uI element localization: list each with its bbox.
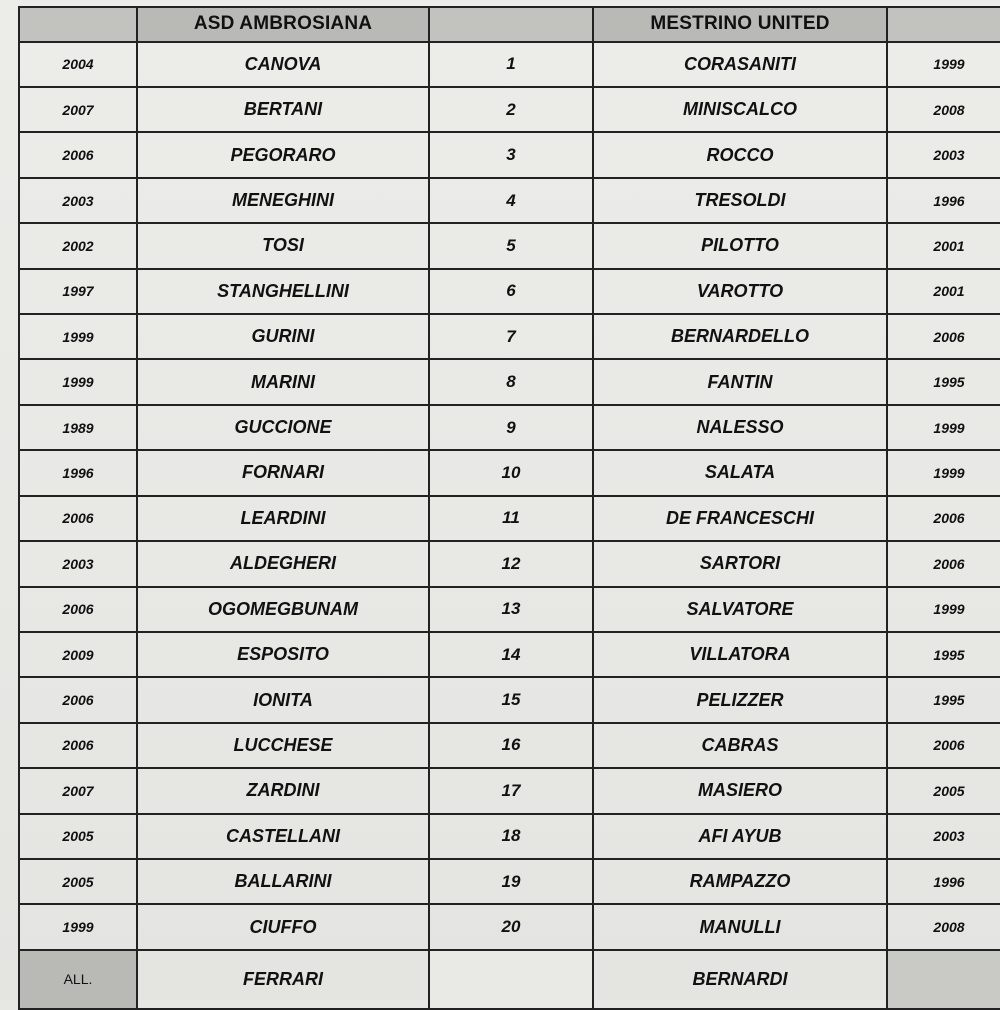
player-row <box>19 677 1000 722</box>
home-birth-year: 2006 <box>19 587 137 632</box>
player-row <box>19 178 1000 223</box>
home-player-name: MENEGHINI <box>137 178 429 223</box>
player-row <box>19 132 1000 177</box>
shirt-number: 11 <box>429 496 593 541</box>
home-player-name: LEARDINI <box>137 496 429 541</box>
header-year-blank <box>19 7 137 42</box>
home-birth-year: 2004 <box>19 42 137 87</box>
home-birth-year: 1996 <box>19 450 137 495</box>
away-player-name: FANTIN <box>593 359 887 404</box>
home-player-name: PEGORARO <box>137 132 429 177</box>
home-player-name: FORNARI <box>137 450 429 495</box>
shirt-number: 2 <box>429 87 593 132</box>
shirt-number: 20 <box>429 904 593 949</box>
away-coach-name: BERNARDI <box>593 950 887 1009</box>
away-birth-year: 1999 <box>887 42 1000 87</box>
away-birth-year: 2006 <box>887 496 1000 541</box>
away-player-name: VILLATORA <box>593 632 887 677</box>
shirt-number: 10 <box>429 450 593 495</box>
player-row <box>19 859 1000 904</box>
coach-number-blank <box>429 950 593 1009</box>
away-player-name: MANULLI <box>593 904 887 949</box>
header-year-blank-right <box>887 7 1000 42</box>
shirt-number: 5 <box>429 223 593 268</box>
away-player-name: RAMPAZZO <box>593 859 887 904</box>
away-birth-year: 2003 <box>887 132 1000 177</box>
away-birth-year: 1995 <box>887 632 1000 677</box>
home-birth-year: 2006 <box>19 677 137 722</box>
home-birth-year: 2006 <box>19 132 137 177</box>
player-row <box>19 87 1000 132</box>
away-birth-year: 2006 <box>887 314 1000 359</box>
away-birth-year: 1999 <box>887 405 1000 450</box>
away-player-name: CORASANITI <box>593 42 887 87</box>
away-player-name: SARTORI <box>593 541 887 586</box>
home-birth-year: 2005 <box>19 859 137 904</box>
shirt-number: 7 <box>429 314 593 359</box>
away-birth-year: 1996 <box>887 178 1000 223</box>
home-birth-year: 1997 <box>19 269 137 314</box>
away-player-name: PELIZZER <box>593 677 887 722</box>
coach-row <box>19 950 1000 1009</box>
away-player-name: NALESSO <box>593 405 887 450</box>
home-birth-year: 2007 <box>19 768 137 813</box>
home-player-name: CASTELLANI <box>137 814 429 859</box>
away-birth-year: 2001 <box>887 269 1000 314</box>
away-player-name: BERNARDELLO <box>593 314 887 359</box>
home-player-name: BERTANI <box>137 87 429 132</box>
away-birth-year: 2001 <box>887 223 1000 268</box>
home-birth-year: 1999 <box>19 904 137 949</box>
shirt-number: 1 <box>429 42 593 87</box>
player-row <box>19 42 1000 87</box>
header-row <box>19 7 1000 42</box>
home-birth-year: 2006 <box>19 496 137 541</box>
home-birth-year: 2003 <box>19 178 137 223</box>
player-row <box>19 904 1000 949</box>
shirt-number: 9 <box>429 405 593 450</box>
home-player-name: MARINI <box>137 359 429 404</box>
home-player-name: LUCCHESE <box>137 723 429 768</box>
player-row <box>19 632 1000 677</box>
away-player-name: MINISCALCO <box>593 87 887 132</box>
home-birth-year: 1999 <box>19 314 137 359</box>
away-birth-year: 2003 <box>887 814 1000 859</box>
home-coach-name: FERRARI <box>137 950 429 1009</box>
shirt-number: 18 <box>429 814 593 859</box>
away-player-name: AFI AYUB <box>593 814 887 859</box>
lineup-table <box>18 6 1000 1010</box>
home-player-name: ALDEGHERI <box>137 541 429 586</box>
away-player-name: ROCCO <box>593 132 887 177</box>
home-birth-year: 2006 <box>19 723 137 768</box>
player-row <box>19 359 1000 404</box>
away-birth-year: 2008 <box>887 904 1000 949</box>
home-player-name: BALLARINI <box>137 859 429 904</box>
shirt-number: 16 <box>429 723 593 768</box>
away-player-name: TRESOLDI <box>593 178 887 223</box>
player-row <box>19 768 1000 813</box>
player-row <box>19 269 1000 314</box>
away-player-name: MASIERO <box>593 768 887 813</box>
player-row <box>19 223 1000 268</box>
home-birth-year: 2005 <box>19 814 137 859</box>
away-birth-year: 2006 <box>887 723 1000 768</box>
away-birth-year: 1995 <box>887 677 1000 722</box>
away-birth-year: 1999 <box>887 587 1000 632</box>
home-player-name: GUCCIONE <box>137 405 429 450</box>
home-player-name: ESPOSITO <box>137 632 429 677</box>
shirt-number: 12 <box>429 541 593 586</box>
away-birth-year: 1995 <box>887 359 1000 404</box>
away-player-name: PILOTTO <box>593 223 887 268</box>
away-birth-year: 2005 <box>887 768 1000 813</box>
away-player-name: DE FRANCESCHI <box>593 496 887 541</box>
player-row <box>19 587 1000 632</box>
player-row <box>19 541 1000 586</box>
away-birth-year: 1999 <box>887 450 1000 495</box>
player-row <box>19 314 1000 359</box>
shirt-number: 4 <box>429 178 593 223</box>
player-row <box>19 814 1000 859</box>
away-player-name: VAROTTO <box>593 269 887 314</box>
shirt-number: 15 <box>429 677 593 722</box>
home-birth-year: 2002 <box>19 223 137 268</box>
home-player-name: CANOVA <box>137 42 429 87</box>
shirt-number: 17 <box>429 768 593 813</box>
home-birth-year: 1999 <box>19 359 137 404</box>
away-birth-year: 2006 <box>887 541 1000 586</box>
player-row <box>19 723 1000 768</box>
shirt-number: 3 <box>429 132 593 177</box>
home-birth-year: 2007 <box>19 87 137 132</box>
away-team-title: MESTRINO UNITED <box>593 7 887 42</box>
away-birth-year: 2008 <box>887 87 1000 132</box>
player-row <box>19 450 1000 495</box>
coach-label: ALL. <box>19 950 137 1009</box>
home-player-name: TOSI <box>137 223 429 268</box>
home-birth-year: 2003 <box>19 541 137 586</box>
away-player-name: CABRAS <box>593 723 887 768</box>
shirt-number: 19 <box>429 859 593 904</box>
home-player-name: OGOMEGBUNAM <box>137 587 429 632</box>
away-player-name: SALVATORE <box>593 587 887 632</box>
away-birth-year: 1996 <box>887 859 1000 904</box>
home-birth-year: 2009 <box>19 632 137 677</box>
home-player-name: IONITA <box>137 677 429 722</box>
away-player-name: SALATA <box>593 450 887 495</box>
header-number-blank <box>429 7 593 42</box>
coach-year-blank <box>887 950 1000 1009</box>
home-birth-year: 1989 <box>19 405 137 450</box>
shirt-number: 6 <box>429 269 593 314</box>
home-player-name: ZARDINI <box>137 768 429 813</box>
player-row <box>19 496 1000 541</box>
home-player-name: CIUFFO <box>137 904 429 949</box>
player-row <box>19 405 1000 450</box>
shirt-number: 14 <box>429 632 593 677</box>
shirt-number: 13 <box>429 587 593 632</box>
home-player-name: STANGHELLINI <box>137 269 429 314</box>
home-team-title: ASD AMBROSIANA <box>137 7 429 42</box>
shirt-number: 8 <box>429 359 593 404</box>
home-player-name: GURINI <box>137 314 429 359</box>
